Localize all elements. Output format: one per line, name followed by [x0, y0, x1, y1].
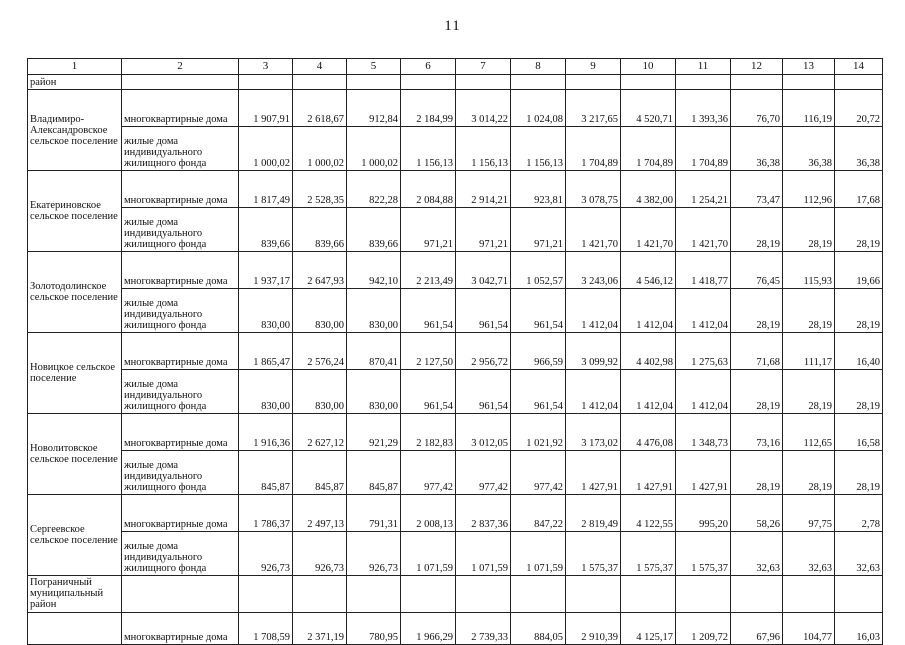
value-cell: 28,19: [731, 289, 783, 333]
value-cell: 1 156,13: [456, 127, 511, 171]
value-cell: 20,72: [835, 90, 883, 127]
value-cell: 2 184,99: [401, 90, 456, 127]
table-row: [28, 495, 883, 532]
value-cell: 4 382,00: [621, 171, 676, 208]
empty-cell: [239, 75, 293, 90]
table-row: [28, 414, 883, 451]
empty-cell: [783, 75, 835, 90]
value-cell: 1 937,17: [239, 252, 293, 289]
table-row: [28, 333, 883, 370]
column-number-cell: 12: [731, 59, 783, 75]
value-cell: 1 421,70: [676, 208, 731, 252]
settlement-name-cell: Екатериновское сельское поселение: [28, 171, 122, 252]
column-number-cell: 4: [293, 59, 347, 75]
value-cell: 2 956,72: [456, 333, 511, 370]
table-body: [28, 59, 883, 645]
value-cell: 847,22: [511, 495, 566, 532]
value-cell: 923,81: [511, 171, 566, 208]
raion-label-cell: район: [28, 75, 122, 90]
value-cell: 111,17: [783, 333, 835, 370]
value-cell: 104,77: [783, 613, 835, 645]
value-cell: 3 012,05: [456, 414, 511, 451]
value-cell: 73,16: [731, 414, 783, 451]
page-number: 11: [444, 18, 461, 34]
value-cell: 921,29: [347, 414, 401, 451]
value-cell: 926,73: [293, 532, 347, 576]
column-number-cell: 6: [401, 59, 456, 75]
empty-cell: [783, 576, 835, 613]
housing-type-cell: многоквартирные дома: [122, 613, 239, 645]
value-cell: 4 476,08: [621, 414, 676, 451]
table-row: [28, 252, 883, 289]
housing-type-cell: многоквартирные дома: [122, 171, 239, 208]
table-row: [28, 171, 883, 208]
value-cell: 1 071,59: [511, 532, 566, 576]
value-cell: 1 704,89: [621, 127, 676, 171]
empty-cell: [835, 75, 883, 90]
value-cell: 28,19: [783, 451, 835, 495]
value-cell: 4 520,71: [621, 90, 676, 127]
value-cell: 830,00: [239, 370, 293, 414]
value-cell: 1 071,59: [456, 532, 511, 576]
value-cell: 845,87: [293, 451, 347, 495]
value-cell: 1 412,04: [566, 370, 621, 414]
value-cell: 971,21: [456, 208, 511, 252]
value-cell: 830,00: [347, 289, 401, 333]
value-cell: 1 418,77: [676, 252, 731, 289]
value-cell: 1 427,91: [621, 451, 676, 495]
empty-cell: [456, 75, 511, 90]
value-cell: 971,21: [401, 208, 456, 252]
value-cell: 28,19: [783, 370, 835, 414]
value-cell: 1 021,92: [511, 414, 566, 451]
value-cell: 36,38: [783, 127, 835, 171]
value-cell: 28,19: [731, 208, 783, 252]
value-cell: 830,00: [293, 289, 347, 333]
column-number-row: [28, 59, 883, 75]
value-cell: 1 708,59: [239, 613, 293, 645]
value-cell: 112,65: [783, 414, 835, 451]
empty-cell: [676, 576, 731, 613]
column-number-cell: 3: [239, 59, 293, 75]
value-cell: 3 078,75: [566, 171, 621, 208]
empty-cell: [293, 576, 347, 613]
value-cell: 961,54: [456, 370, 511, 414]
empty-cell: [511, 75, 566, 90]
value-cell: 942,10: [347, 252, 401, 289]
housing-type-cell: многоквартирные дома: [122, 414, 239, 451]
value-cell: 2 914,21: [456, 171, 511, 208]
value-cell: 1 156,13: [511, 127, 566, 171]
value-cell: 67,96: [731, 613, 783, 645]
value-cell: 36,38: [835, 127, 883, 171]
value-cell: 1 786,37: [239, 495, 293, 532]
value-cell: 1 412,04: [621, 370, 676, 414]
value-cell: 28,19: [835, 451, 883, 495]
empty-cell: [621, 576, 676, 613]
table-row: [28, 289, 883, 333]
value-cell: 845,87: [239, 451, 293, 495]
value-cell: 2 819,49: [566, 495, 621, 532]
value-cell: 1 421,70: [621, 208, 676, 252]
value-cell: 2 084,88: [401, 171, 456, 208]
value-cell: 28,19: [835, 370, 883, 414]
value-cell: 4 122,55: [621, 495, 676, 532]
value-cell: 1 704,89: [676, 127, 731, 171]
value-cell: 870,41: [347, 333, 401, 370]
column-number-cell: 11: [676, 59, 731, 75]
district-name-cell: Пограничный муниципальный район: [28, 576, 122, 613]
value-cell: 28,19: [731, 451, 783, 495]
value-cell: 830,00: [347, 370, 401, 414]
value-cell: 1 421,70: [566, 208, 621, 252]
value-cell: 961,54: [401, 370, 456, 414]
value-cell: 839,66: [293, 208, 347, 252]
value-cell: 1 427,91: [566, 451, 621, 495]
value-cell: 28,19: [731, 370, 783, 414]
value-cell: 791,31: [347, 495, 401, 532]
value-cell: 2 008,13: [401, 495, 456, 532]
value-cell: 2 627,12: [293, 414, 347, 451]
value-cell: 1 907,91: [239, 90, 293, 127]
value-cell: 28,19: [835, 289, 883, 333]
value-cell: 3 099,92: [566, 333, 621, 370]
value-cell: 830,00: [293, 370, 347, 414]
district-row: [28, 576, 883, 613]
column-number-cell: 2: [122, 59, 239, 75]
value-cell: 2,78: [835, 495, 883, 532]
column-number-cell: 1: [28, 59, 122, 75]
tariff-table: [27, 58, 883, 645]
value-cell: 1 575,37: [566, 532, 621, 576]
table-row: [28, 127, 883, 171]
value-cell: 4 402,98: [621, 333, 676, 370]
empty-cell: [731, 75, 783, 90]
value-cell: 32,63: [835, 532, 883, 576]
value-cell: 116,19: [783, 90, 835, 127]
value-cell: 966,59: [511, 333, 566, 370]
empty-cell: [122, 75, 239, 90]
empty-cell: [401, 75, 456, 90]
settlement-name-cell: Новолитовское сельское поселение: [28, 414, 122, 495]
housing-type-cell: жилые дома индивидуального жилищного фонда: [122, 208, 239, 252]
value-cell: 961,54: [511, 370, 566, 414]
value-cell: 926,73: [239, 532, 293, 576]
value-cell: 839,66: [347, 208, 401, 252]
value-cell: 2 910,39: [566, 613, 621, 645]
value-cell: 2 647,93: [293, 252, 347, 289]
value-cell: 2 497,13: [293, 495, 347, 532]
value-cell: 28,19: [783, 289, 835, 333]
value-cell: 2 213,49: [401, 252, 456, 289]
value-cell: 1 575,37: [676, 532, 731, 576]
value-cell: 3 173,02: [566, 414, 621, 451]
value-cell: 961,54: [401, 289, 456, 333]
empty-cell: [731, 576, 783, 613]
value-cell: 1 966,29: [401, 613, 456, 645]
raion-row: [28, 75, 883, 90]
value-cell: 1 412,04: [621, 289, 676, 333]
value-cell: 58,26: [731, 495, 783, 532]
value-cell: 73,47: [731, 171, 783, 208]
housing-type-cell: жилые дома индивидуального жилищного фонда: [122, 451, 239, 495]
value-cell: 115,93: [783, 252, 835, 289]
value-cell: 1 254,21: [676, 171, 731, 208]
value-cell: 2 739,33: [456, 613, 511, 645]
housing-type-cell: многоквартирные дома: [122, 333, 239, 370]
value-cell: 2 371,19: [293, 613, 347, 645]
table-row: [28, 90, 883, 127]
value-cell: 16,03: [835, 613, 883, 645]
value-cell: 971,21: [511, 208, 566, 252]
housing-type-cell: жилые дома индивидуального жилищного фонда: [122, 127, 239, 171]
value-cell: 19,66: [835, 252, 883, 289]
column-number-cell: 8: [511, 59, 566, 75]
housing-type-cell: жилые дома индивидуального жилищного фонда: [122, 532, 239, 576]
value-cell: 16,40: [835, 333, 883, 370]
empty-cell: [122, 576, 239, 613]
column-number-cell: 5: [347, 59, 401, 75]
settlement-name-cell: Новицкое сельское поселение: [28, 333, 122, 414]
value-cell: 112,96: [783, 171, 835, 208]
value-cell: 2 576,24: [293, 333, 347, 370]
value-cell: 830,00: [239, 289, 293, 333]
value-cell: 3 014,22: [456, 90, 511, 127]
value-cell: 961,54: [511, 289, 566, 333]
value-cell: 16,58: [835, 414, 883, 451]
value-cell: 1 916,36: [239, 414, 293, 451]
housing-type-cell: многоквартирные дома: [122, 252, 239, 289]
value-cell: 4 546,12: [621, 252, 676, 289]
value-cell: 977,42: [511, 451, 566, 495]
settlement-name-cell: Золотодолинское сельское поселение: [28, 252, 122, 333]
value-cell: 1 817,49: [239, 171, 293, 208]
value-cell: 2 528,35: [293, 171, 347, 208]
value-cell: 1 000,02: [293, 127, 347, 171]
housing-type-cell: жилые дома индивидуального жилищного фонда: [122, 289, 239, 333]
value-cell: 1 412,04: [566, 289, 621, 333]
housing-type-cell: многоквартирные дома: [122, 495, 239, 532]
value-cell: 1 575,37: [621, 532, 676, 576]
value-cell: 977,42: [401, 451, 456, 495]
empty-cell: [401, 576, 456, 613]
value-cell: 1 000,02: [239, 127, 293, 171]
empty-cell: [347, 75, 401, 90]
value-cell: 97,75: [783, 495, 835, 532]
settlement-name-cell: Сергеевское сельское поселение: [28, 495, 122, 576]
value-cell: 36,38: [731, 127, 783, 171]
empty-cell: [566, 576, 621, 613]
value-cell: 839,66: [239, 208, 293, 252]
value-cell: 961,54: [456, 289, 511, 333]
value-cell: 2 182,83: [401, 414, 456, 451]
empty-cell: [293, 75, 347, 90]
value-cell: 1 412,04: [676, 289, 731, 333]
value-cell: 822,28: [347, 171, 401, 208]
column-number-cell: 7: [456, 59, 511, 75]
value-cell: 17,68: [835, 171, 883, 208]
empty-cell: [835, 576, 883, 613]
value-cell: 1 071,59: [401, 532, 456, 576]
value-cell: 1 275,63: [676, 333, 731, 370]
table-row: [28, 370, 883, 414]
value-cell: 1 393,36: [676, 90, 731, 127]
empty-cell: [347, 576, 401, 613]
value-cell: 3 042,71: [456, 252, 511, 289]
value-cell: 4 125,17: [621, 613, 676, 645]
column-number-cell: 10: [621, 59, 676, 75]
housing-type-cell: жилые дома индивидуального жилищного фонда: [122, 370, 239, 414]
value-cell: 3 243,06: [566, 252, 621, 289]
value-cell: 28,19: [783, 208, 835, 252]
column-number-cell: 9: [566, 59, 621, 75]
value-cell: 32,63: [731, 532, 783, 576]
value-cell: 2 127,50: [401, 333, 456, 370]
value-cell: 71,68: [731, 333, 783, 370]
value-cell: 1 156,13: [401, 127, 456, 171]
value-cell: 2 618,67: [293, 90, 347, 127]
housing-type-cell: многоквартирные дома: [122, 90, 239, 127]
value-cell: 1 209,72: [676, 613, 731, 645]
value-cell: 32,63: [783, 532, 835, 576]
value-cell: 28,19: [835, 208, 883, 252]
value-cell: 3 217,65: [566, 90, 621, 127]
value-cell: 995,20: [676, 495, 731, 532]
table-row: [28, 532, 883, 576]
settlement-name-cell: Владимиро-Александровское сельское поселение: [28, 90, 122, 171]
value-cell: 912,84: [347, 90, 401, 127]
empty-cell: [566, 75, 621, 90]
value-cell: 76,45: [731, 252, 783, 289]
column-number-cell: 13: [783, 59, 835, 75]
value-cell: 845,87: [347, 451, 401, 495]
value-cell: 926,73: [347, 532, 401, 576]
value-cell: 1 865,47: [239, 333, 293, 370]
value-cell: 2 837,36: [456, 495, 511, 532]
value-cell: 76,70: [731, 90, 783, 127]
value-cell: 1 348,73: [676, 414, 731, 451]
value-cell: 1 000,02: [347, 127, 401, 171]
empty-cell: [676, 75, 731, 90]
column-number-cell: 14: [835, 59, 883, 75]
value-cell: 780,95: [347, 613, 401, 645]
empty-cell: [239, 576, 293, 613]
value-cell: 1 024,08: [511, 90, 566, 127]
value-cell: 884,05: [511, 613, 566, 645]
value-cell: 1 427,91: [676, 451, 731, 495]
value-cell: 1 412,04: [676, 370, 731, 414]
value-cell: 1 704,89: [566, 127, 621, 171]
empty-cell: [456, 576, 511, 613]
table-row: [28, 451, 883, 495]
value-cell: 977,42: [456, 451, 511, 495]
table-row: [28, 208, 883, 252]
empty-cell: [511, 576, 566, 613]
empty-cell: [621, 75, 676, 90]
value-cell: 1 052,57: [511, 252, 566, 289]
